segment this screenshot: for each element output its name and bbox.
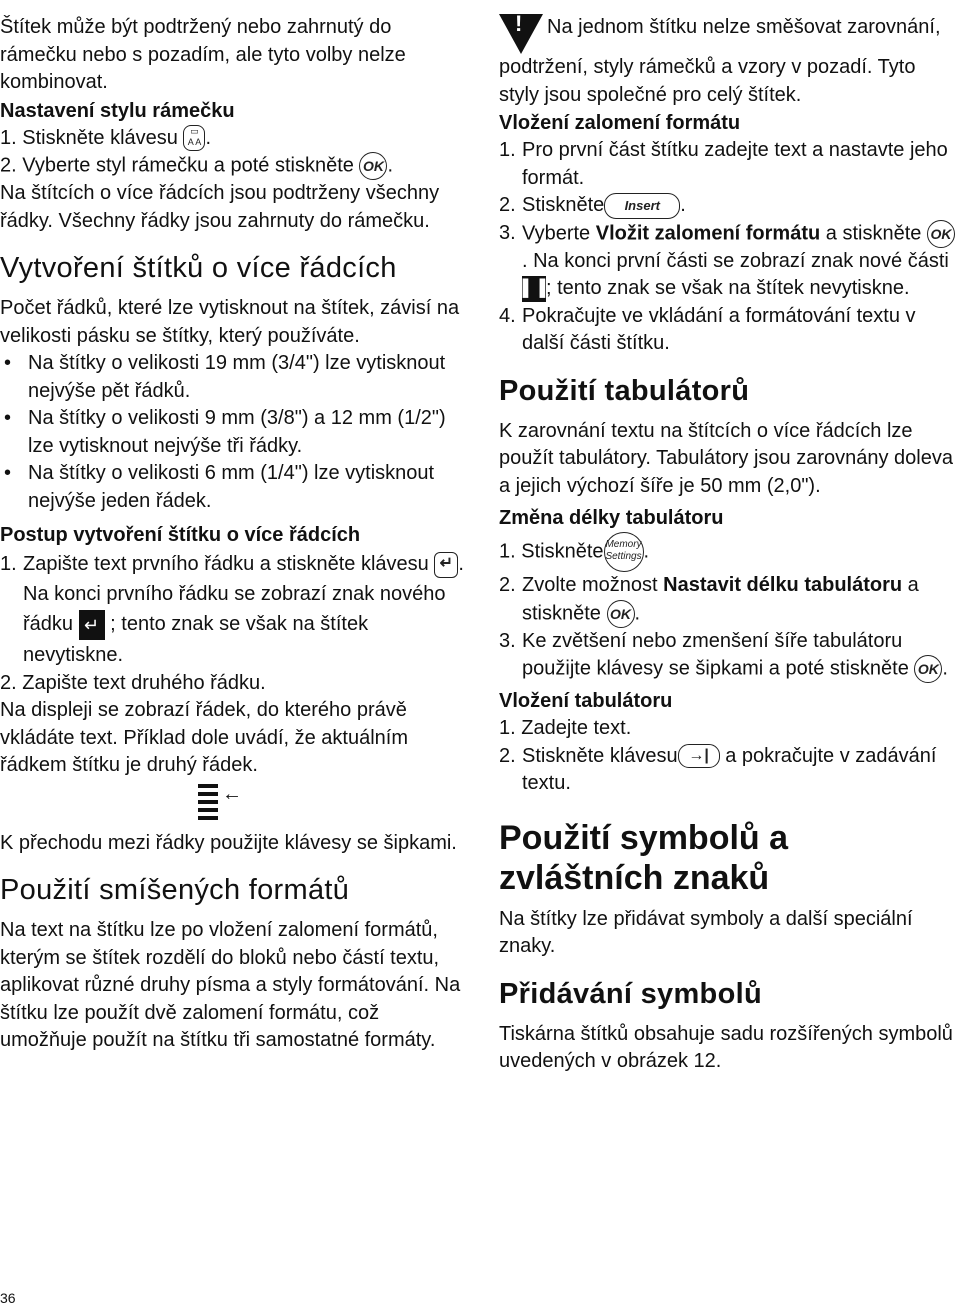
tab-key-icon: →| [678, 744, 720, 768]
frame-step-1: 1. Stiskněte klávesu ▭ A A . [0, 125, 465, 153]
display-note: Na displeji se zobrazí řádek, do kterého právě vkládáte text. Příklad dole uvádí, že aktuálním řádkem štítku je druhý řádek. [0, 699, 408, 777]
symbols-title: Použití symbolů a zvláštních znaků [499, 818, 789, 897]
format-step-4: 4. Pokračujte ve vkládání a formátování textu v další části štítku. [499, 304, 916, 354]
section-break-char-icon: ▌▐ [522, 276, 546, 302]
newline-char-icon: ↵ [79, 610, 105, 640]
tab-length-step-3: 3. Ke zvětšení nebo zmenšení šíře tabulátoru použijte klávesy se šipkami a poté stiskněte OK . [499, 628, 960, 684]
bullet-item: • Na štítky o velikosti 6 mm (1/4") lze vytisknout nejvýše jeden řádek. [4, 462, 435, 512]
arrow-left-icon: ← [222, 782, 242, 805]
add-symbols-text: Tiskárna štítků obsahuje sadu rozšířených symbolů uvedených v obrázek 12. [499, 1022, 953, 1072]
warning-note: ! Na jednom štítku nelze směšovat zarovnání, podtržení, styly rámečků a vzory v pozadí. Tyto styly jsou společné pro celý štítek. [499, 11, 941, 106]
right-column [499, 11, 960, 1076]
ok-key-icon: OK [359, 152, 387, 180]
procedure-step-1: 1. Zapište text prvního řádku a stiskněte klávesu ↵ . Na konci prvního řádku se zobrazí znak nového řádku ↵ ; tento znak se však na štítek nevytiskne. [0, 553, 464, 666]
multiline-intro: Počet řádků, které lze vytisknout na štítek, závisí na velikosti pásku se štítky, který používáte. [0, 297, 460, 347]
insert-tab-step-2: 2. Stiskněte klávesu →| a pokračujte v zadávání textu. [499, 744, 937, 794]
insert-tab-heading: Vložení tabulátoru [499, 690, 673, 712]
procedure-heading: Postup vytvoření štítku o více řádcích [0, 524, 361, 546]
format-step-1: 1. Pro první část štítku zadejte text a nastavte jeho formát. [499, 139, 948, 189]
tabs-title: Použití tabulátorů [499, 374, 750, 407]
tabs-intro: K zarovnání textu na štítcích o více řádcích lze použít tabulátory. Tabulátory jsou zarovnány doleva a jejich výchozí šíře je 50 mm (2,0"). [499, 419, 953, 497]
insert-tab-step-1: 1. Zadejte text. [499, 717, 632, 739]
tab-length-heading: Změna délky tabulátoru [499, 507, 724, 529]
format-break-heading: Vložení zalomení formátu [499, 112, 741, 134]
intro-paragraph: Štítek může být podtržený nebo zahrnutý do rámečku nebo s pozadím, ale tyto volby nelze kombinovat. [0, 16, 406, 93]
mixed-formats-text: Na text na štítku lze po vložení zalomení formátů, kterým se štítek rozdělí do bloků nebo částí textu, aplikovat různé druhy písma a styly formátování. Na štítku lze použít dvě zalomení formátu, což umožňuje použít na štítku tři samostatné formáty. [0, 919, 461, 1052]
symbols-intro: Na štítky lze přidávat symboly a další speciální znaky. [499, 907, 913, 957]
frame-note: Na štítcích o více řádcích jsou podtrženy všechny řádky. Všechny řádky jsou zahrnuty do rámečku. [0, 182, 440, 232]
tab-length-step-2: 2. Zvolte možnost Nastavit délku tabulátoru a stiskněte OK . [499, 572, 960, 628]
bullet-item: • Na štítky o velikosti 19 mm (3/4") lze vytisknout nejvýše pět řádků. [4, 352, 446, 402]
left-column [0, 14, 465, 1055]
ok-key-icon: OK [927, 220, 955, 248]
tab-length-step-1: 1. Stiskněte Memory Settings. [499, 532, 960, 572]
format-step-2: 2. Stiskněte Insert . [499, 192, 960, 220]
enter-key-icon: ↵ [434, 552, 458, 578]
memory-settings-key-icon: Memory Settings [604, 532, 644, 572]
mixed-formats-title: Použití smíšených formátů [0, 874, 350, 907]
frame-key-icon: ▭ A A [183, 125, 205, 151]
format-step-3: 3. Vyberte Vložit zalomení formátu a stiskněte OK. Na konci první části se zobrazí znak nové části ▌▐; tento znak se však na štítek nevytiskne. [499, 220, 960, 303]
arrows-note: K přechodu mezi řádky použijte klávesy se šipkami. [0, 831, 457, 854]
line-indicator-icon [198, 784, 258, 822]
frame-style-heading: Nastavení stylu rámečku [0, 99, 235, 122]
ok-key-icon: OK [914, 655, 942, 683]
page-number: 36 [0, 1290, 16, 1306]
ok-key-icon: OK [607, 600, 635, 628]
frame-step-2: 2. Vyberte styl rámečku a poté stiskněte OK . [0, 152, 465, 180]
insert-key-icon: Insert [604, 193, 680, 219]
add-symbols-title: Přidávání symbolů [499, 977, 762, 1010]
procedure-step-2: 2. Zapište text druhého řádku. [0, 671, 266, 694]
multiline-title: Vytvoření štítků o více řádcích [0, 252, 397, 284]
bullet-item: • Na štítky o velikosti 9 mm (3/8") a 12 mm (1/2") lze vytisknout nejvýše tři řádky. [4, 407, 446, 457]
